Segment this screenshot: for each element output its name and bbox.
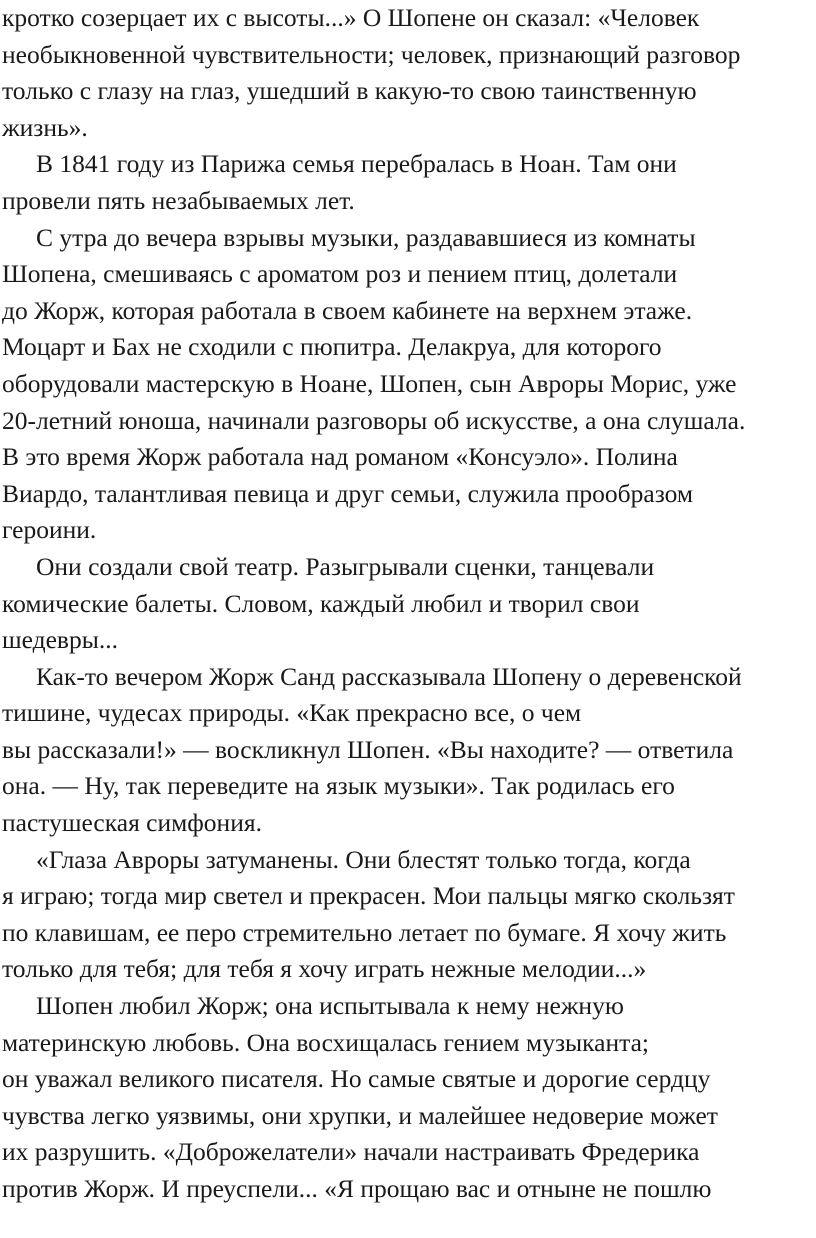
text-line: Моцарт и Бах не сходили с пюпитра. Делакруа, для которого <box>2 332 662 362</box>
text-line: их разрушить. «Доброжелатели» начали настраивать Фредерика <box>2 1137 700 1167</box>
text-line: только с глазу на глаз, ушедший в какую-то свою таинственную <box>2 76 697 106</box>
text-line: материнскую любовь. Она восхищалась гением музыканта; <box>2 1027 649 1057</box>
text-line: 20-летний юноша, начинали разговоры об искусстве, а она слушала. <box>2 405 746 435</box>
paragraph-first-line: Шопен любил Жорж; она испытывала к нему нежную <box>36 991 624 1021</box>
paragraph-first-line: В 1841 году из Парижа семья перебралась в Ноан. Там они <box>36 149 677 179</box>
text-line: вы рассказали!» — воскликнул Шопен. «Вы находите? — ответила <box>2 734 734 764</box>
text-line: я играю; тогда мир светел и прекрасен. Мои пальцы мягко скользят <box>2 881 735 911</box>
text-line: жизнь». <box>2 112 88 142</box>
text-line: Виардо, талантливая певица и друг семьи, служила прообразом <box>2 478 694 508</box>
text-line: Шопена, смешиваясь с ароматом роз и пением птиц, долетали <box>2 259 678 289</box>
text-line: против Жорж. И преуспели... «Я прощаю вас и отныне не пошлю <box>2 1174 712 1203</box>
text-line: пастушеская симфония. <box>2 808 262 838</box>
text-line: оборудовали мастерскую в Ноане, Шопен, сын Авроры Морис, уже <box>2 368 737 398</box>
text-line: героини. <box>2 515 97 545</box>
text-line: он уважал великого писателя. Но самые святые и дорогие сердцу <box>2 1064 711 1094</box>
paragraph-first-line: С утра до вечера взрывы музыки, раздававшиеся из комнаты <box>36 222 696 252</box>
paragraph-first-line: Как-то вечером Жорж Санд рассказывала Шопену о деревенской <box>36 661 742 691</box>
paragraph-first-line: «Глаза Авроры затуманены. Они блестят только тогда, когда <box>36 844 691 874</box>
paragraph-first-line: Они создали свой театр. Разыгрывали сценки, танцевали <box>36 551 655 581</box>
text-line: провели пять незабываемых лет. <box>2 185 355 215</box>
text-line: В это время Жорж работала над романом «Консуэло». Полина <box>2 442 678 472</box>
text-line: тишине, чудесах природы. «Как прекрасно все, о чем <box>2 698 582 728</box>
body-text <box>2 0 816 1208</box>
text-line: комические балеты. Словом, каждый любил и творил свои <box>2 588 640 618</box>
text-line: чувства легко уязвимы, они хрупки, и малейшее недоверие может <box>2 1100 718 1130</box>
text-line: необыкновенной чувствительности; человек, признающий разговор <box>2 39 741 69</box>
text-line: она. — Ну, так переведите на язык музыки». Так родилась его <box>2 771 675 801</box>
text-line: до Жорж, которая работала в своем кабинете на верхнем этаже. <box>2 295 693 325</box>
text-line: по клавишам, ее перо стремительно летает по бумаге. Я хочу жить <box>2 917 727 947</box>
text-line: кротко созерцает их с высоты...» О Шопене он сказал: «Человек <box>2 3 700 32</box>
text-line: шедевры... <box>2 625 118 655</box>
text-line: только для тебя; для тебя я хочу играть нежные мелодии...» <box>2 954 647 984</box>
